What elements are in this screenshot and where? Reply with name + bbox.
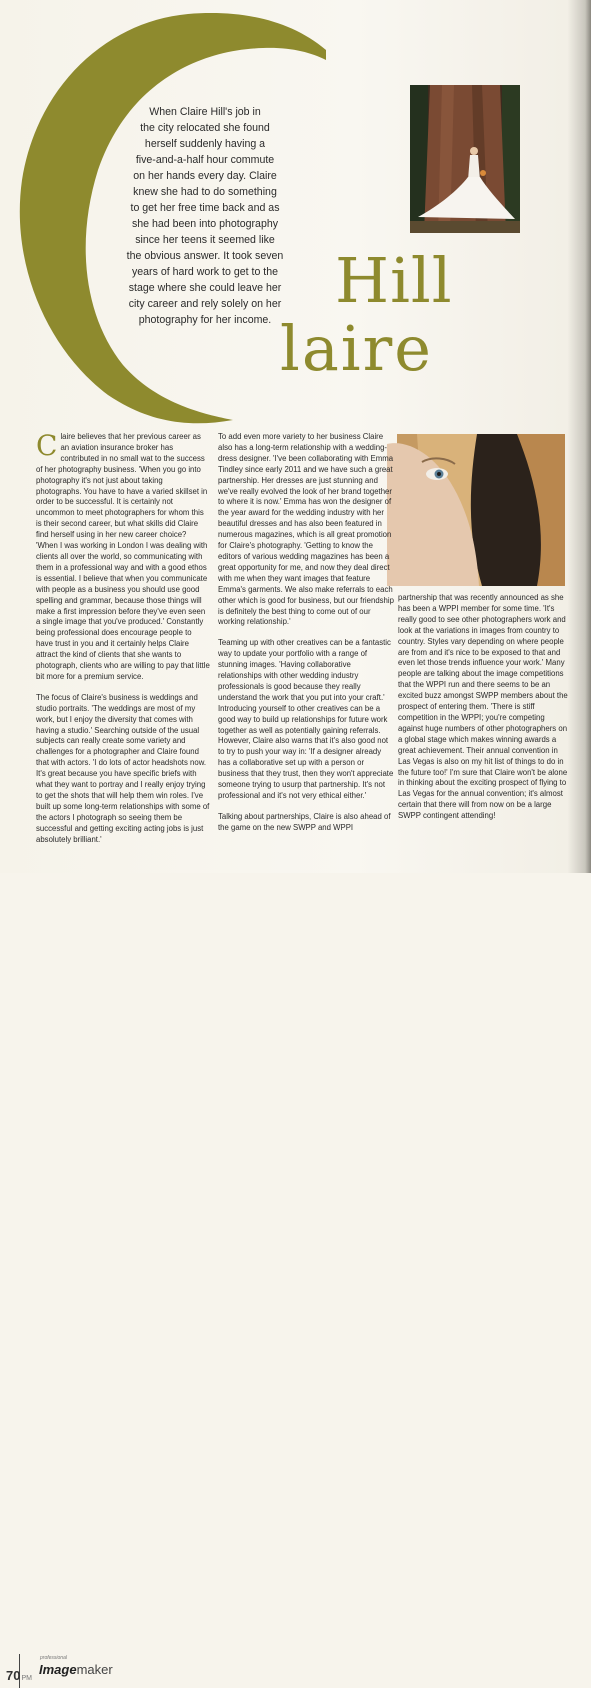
page-footer (0, 822, 591, 1683)
column-2-paragraph-1: To add even more variety to her business Claire also has a long-term relationship with a wedding-dress designer. 'I've been collaborating with Emma Tindley since early 2011 and we have such a great partnership. Her dresses are just stunning and we've really evolved the look of her brand together to where it is now.' Emma has won the designer of the year award for the wedding industry with her beautiful dresses and has also been featured in numerous magazines, which is all great promotion for Claire's photography. 'Getting to know the editors of various wedding magazines has been a great opportunity for me, and now they deal direct with me when they want images that feature Emma's garments. We also make referrals to each other which is good for business, but our friendship is definitely the best thing to come out of our working relationship.' (218, 432, 394, 627)
column-1-paragraph-2: The focus of Claire's business is weddings and studio portraits. 'The weddings are most of my work, but I enjoy the diversity that comes with having a studio.' Searching outside of the usual subjects can really create some variety and challenges for a photographer and Claire found that with actors. 'I do lots of actor headshots now. It's great because you have specific briefs with what they want to portray and I really enjoy trying to get the shots that will help them win roles. I've built up some long-term relationships with some of the actors I photograph so seeing them be successful and getting exciting acting jobs is just absolutely brilliant.' (36, 692, 210, 844)
brand-maker: maker (76, 1662, 113, 1677)
article-column-2 (218, 432, 394, 844)
column-2-paragraph-3: Talking about partnerships, Claire is also ahead of the game on the new SWPP and WPPI (218, 811, 391, 832)
drop-cap: C (36, 429, 58, 462)
bride-photo-illustration (410, 85, 520, 233)
portrait-illustration (397, 434, 565, 586)
page-number-suffix: PM (21, 1675, 32, 1682)
bride-under-tree-photo (410, 85, 520, 233)
claire-portrait-photo (397, 434, 565, 586)
page-number (6, 1668, 32, 1683)
magazine-brand (39, 1655, 113, 1679)
column-1-paragraph-1 (36, 429, 210, 683)
title-claire: laire (280, 312, 433, 385)
brand-image: Image (39, 1662, 77, 1677)
brand-professional: professional (40, 1655, 67, 1661)
page-number-value: 70 (6, 1668, 21, 1683)
intro-text: When Claire Hill's job in the city relocated she found herself suddenly having a five-and-a-half hour commute on her hands every day. Claire knew she had to do something to get her free time back and as she had been into photography since her teens it seemed like the obvious answer. It took seven years of hard work to get to the stage where she could leave her city career and rely solely on her photography for her income. (126, 106, 284, 326)
column-3-paragraph-1: partnership that was recently announced as she has been a WPPI member for some time. 'It's really good to see other photographers work and look at the variations in images from country to country. Styles vary depending on where people are from and it's nice to be exposed to that and even let those trends influence your work.' Many people are talking about the image competitions that the WPPI run and there seems to be an excited buzz amongst SWPP members about the prospect of entering them. 'There is stiff competition in the WPPI; you're competing against huge numbers of other photographers on a global stage which makes winning awards a great achievement. Their annual convention in Las Vegas is also on my hit list of things to do in the future too!' I'm sure that Claire won't be alone in thinking about the exciting prospect of flying to Las Vegas for the annual convention; it's almost certain that there will from now on be a large SWPP contingent attending! (398, 593, 568, 821)
article-column-3 (398, 593, 568, 832)
title-hill: Hill (335, 244, 453, 317)
column-2-paragraph-2: Teaming up with other creatives can be a fantastic way to update your portfolio with a range of stunning images. 'Having collaborative relationships with other wedding industry professionals is good because they really understand the work that you put into your craft.' Introducing yourself to other creatives can be a good way to build up relationships for future work together as well as potentially gaining referrals. However, Claire also warns that it's also good not to try to push your way in: 'If a designer already has a collaborative set up with a person or business that they trust, then they won't appreciate someone trying to usurp that partnership. It's not professional and it's not very ethical either.' (218, 638, 394, 800)
column-1-paragraph-1-text: laire believes that her previous career as an aviation insurance broker has contributed in no small wat to the success of her photography business. 'When you go into photography it's not just about taking photographs. You have to have a varied skillset in order to be successful. It is certainly not uncommon to meet photographers for whom this is their second career, but what skills did Claire find herself using in her new career choice? 'When I was working in London I was dealing with clients all over the world, so communicating with them in a professional way and with a good ethos is essential. I believe that when you communicate with people as a business you should use good spelling and grammar, because those things will make a first impression before they've even seen a single image that you've produced.' Constantly being professional does encourage people to have trust in you and it certainly helps Claire attract the kind of clients that she wants to photograph, clients who are willing to pay that little bit more for a premium service. (36, 432, 210, 681)
article-column-1 (36, 429, 210, 856)
